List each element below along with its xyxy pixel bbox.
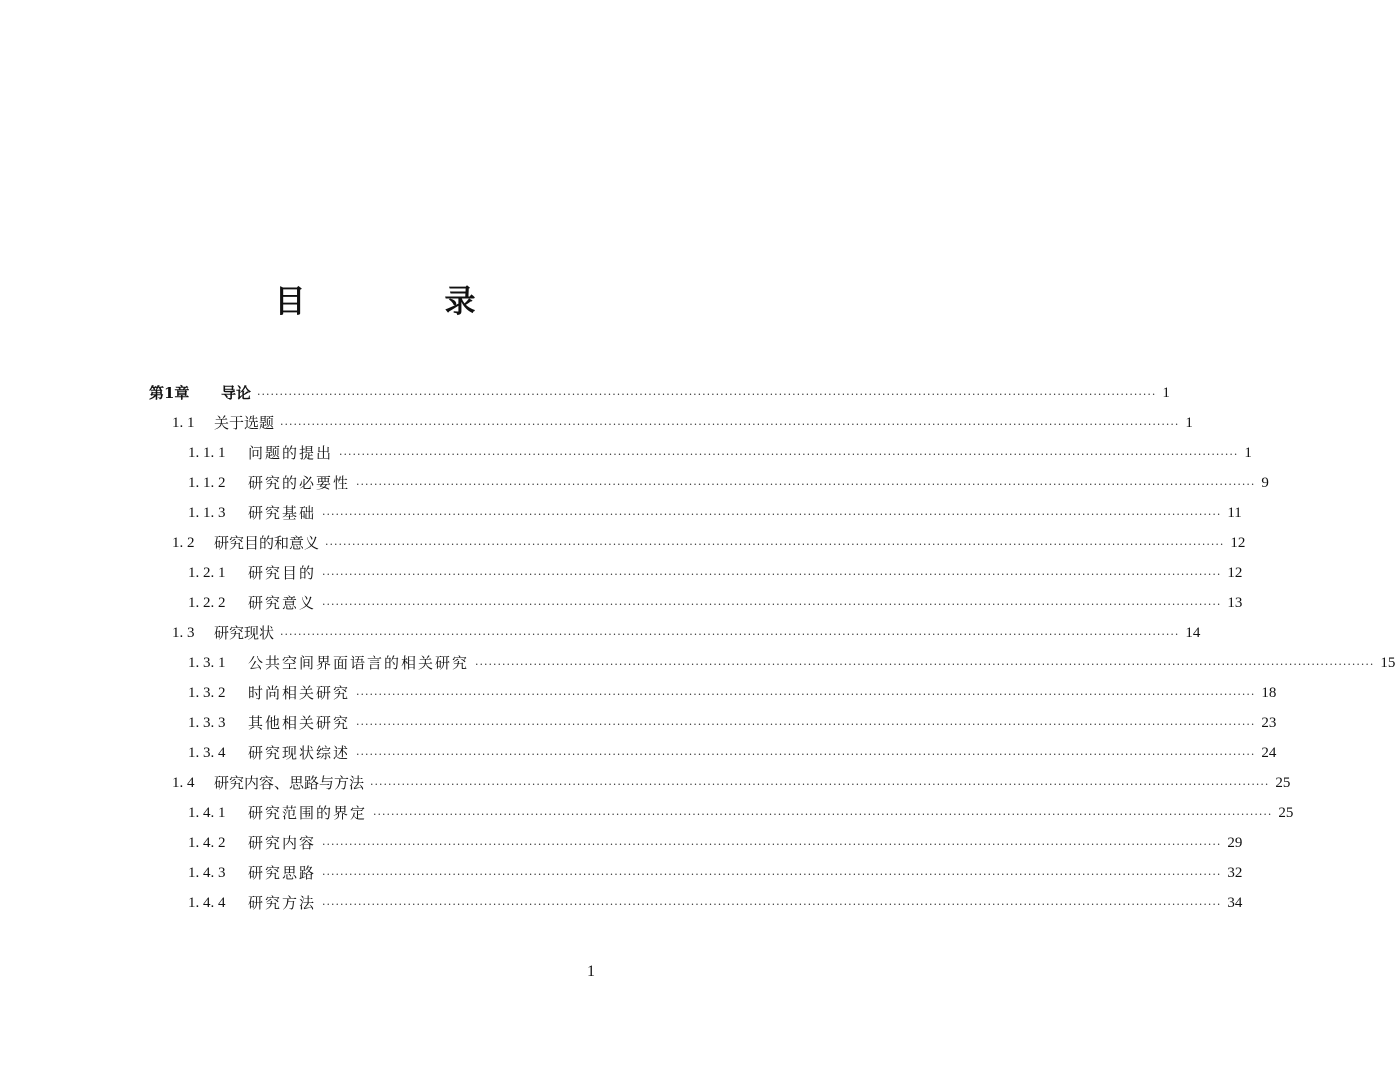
toc-entry-title: 时尚相关研究 [248,684,351,702]
toc-entry-number: 1. 2. 2 [188,595,226,611]
toc-entry-page: 29 [1227,835,1243,851]
toc-entry-page: 24 [1261,745,1277,761]
toc-entry-title: 研究内容、思路与方法 [214,774,365,792]
toc-entry-number: 1. 4 [172,775,195,791]
toc-entry-title: 导论 [221,384,252,402]
dot-leader: ········································································································································································································ [322,868,1222,881]
toc-entry [0,588,1243,618]
toc-entry-title: 其他相关研究 [248,714,351,732]
toc-entry-number: 1. 1. 3 [188,505,226,521]
toc-entry [0,378,1170,408]
toc-entry-number: 1. 2. 1 [188,565,226,581]
toc-entry-page: 32 [1227,865,1243,881]
dot-leader: ········································································································································································································ [280,418,1180,431]
page-title: 目 录 [274,284,530,320]
toc-entry-title: 研究意义 [248,594,317,612]
toc-entry-number: 1. 1. 2 [188,475,226,491]
toc-entry-page: 9 [1261,475,1269,491]
dot-leader: ········································································································································································································ [325,538,1225,551]
toc-entry-title: 研究基础 [248,504,317,522]
toc-entry-number: 1. 3. 1 [188,655,226,671]
toc-entry-title: 研究目的和意义 [214,534,320,552]
toc-entry-number: 1. 4. 1 [188,805,226,821]
toc-entry-title: 研究方法 [248,894,317,912]
toc-entry [0,888,1243,918]
dot-leader: ········································································································································································································ [280,628,1180,641]
toc-entry-page: 18 [1261,685,1277,701]
toc-entry [0,738,1277,768]
toc-entry-number: 第1章 [149,384,190,402]
dot-leader: ········································································································································································································ [339,448,1239,461]
dot-leader: ········································································································································································································ [373,808,1273,821]
toc-entry-number: 1. 4. 3 [188,865,226,881]
toc-entry [0,828,1243,858]
toc-entry-page: 23 [1261,715,1277,731]
toc-entry [0,528,1246,558]
toc-entry-title: 问题的提出 [248,444,334,462]
toc-entry [0,618,1201,648]
toc-entry-page: 12 [1227,565,1243,581]
toc-entry-number: 1. 3. 4 [188,745,226,761]
dot-leader: ········································································································································································································ [257,388,1157,401]
toc-entry-title: 研究目的 [248,564,317,582]
toc-entry [0,858,1243,888]
toc-entry [0,408,1193,438]
toc-entry [0,558,1243,588]
toc-entry [0,648,1395,678]
dot-leader: ········································································································································································································ [322,568,1222,581]
page-number: 1 [587,963,595,980]
dot-leader: ········································································································································································································ [475,658,1375,671]
toc-entry-page: 1 [1162,385,1170,401]
toc-entry [0,798,1294,828]
toc-entry-number: 1. 2 [172,535,195,551]
toc-entry-number: 1. 3. 3 [188,715,226,731]
dot-leader: ········································································································································································································ [322,838,1222,851]
dot-leader: ········································································································································································································ [322,898,1222,911]
dot-leader: ········································································································································································································ [356,688,1256,701]
toc-entry-page: 13 [1227,595,1243,611]
toc-entry-page: 14 [1185,625,1201,641]
dot-leader: ········································································································································································································ [322,508,1222,521]
toc-entry-title: 研究的必要性 [248,474,351,492]
dot-leader: ········································································································································································································ [356,478,1256,491]
toc-entry-number: 1. 3. 2 [188,685,226,701]
toc-entry-title: 研究现状综述 [248,744,351,762]
toc-entry-title: 公共空间界面语言的相关研究 [248,654,470,672]
dot-leader: ········································································································································································································ [356,748,1256,761]
toc-entry-page: 25 [1278,805,1294,821]
toc-entry-page: 25 [1275,775,1291,791]
toc-entry-page: 12 [1230,535,1246,551]
toc-entry-title: 关于选题 [214,414,275,432]
toc-entry-number: 1. 4. 2 [188,835,226,851]
dot-leader: ········································································································································································································ [370,778,1270,791]
toc-entry-number: 1. 1. 1 [188,445,226,461]
toc-entry-title: 研究思路 [248,864,317,882]
toc-entry-number: 1. 1 [172,415,195,431]
toc-entry-page: 11 [1227,505,1242,521]
toc-entry [0,708,1277,738]
toc-entry [0,468,1269,498]
toc-entry-title: 研究现状 [214,624,275,642]
dot-leader: ········································································································································································································ [356,718,1256,731]
toc-entry-page: 1 [1185,415,1193,431]
toc-entry [0,498,1242,528]
toc-entry-page: 15 [1380,655,1395,671]
toc-entry-page: 34 [1227,895,1243,911]
toc-entry-number: 1. 4. 4 [188,895,226,911]
toc-entry [0,678,1277,708]
toc-entry-number: 1. 3 [172,625,195,641]
toc-entry-title: 研究内容 [248,834,317,852]
dot-leader: ········································································································································································································ [322,598,1222,611]
toc-entry [0,768,1291,798]
toc-entry-page: 1 [1244,445,1252,461]
toc-entry [0,438,1252,468]
toc-entry-title: 研究范围的界定 [248,804,368,822]
